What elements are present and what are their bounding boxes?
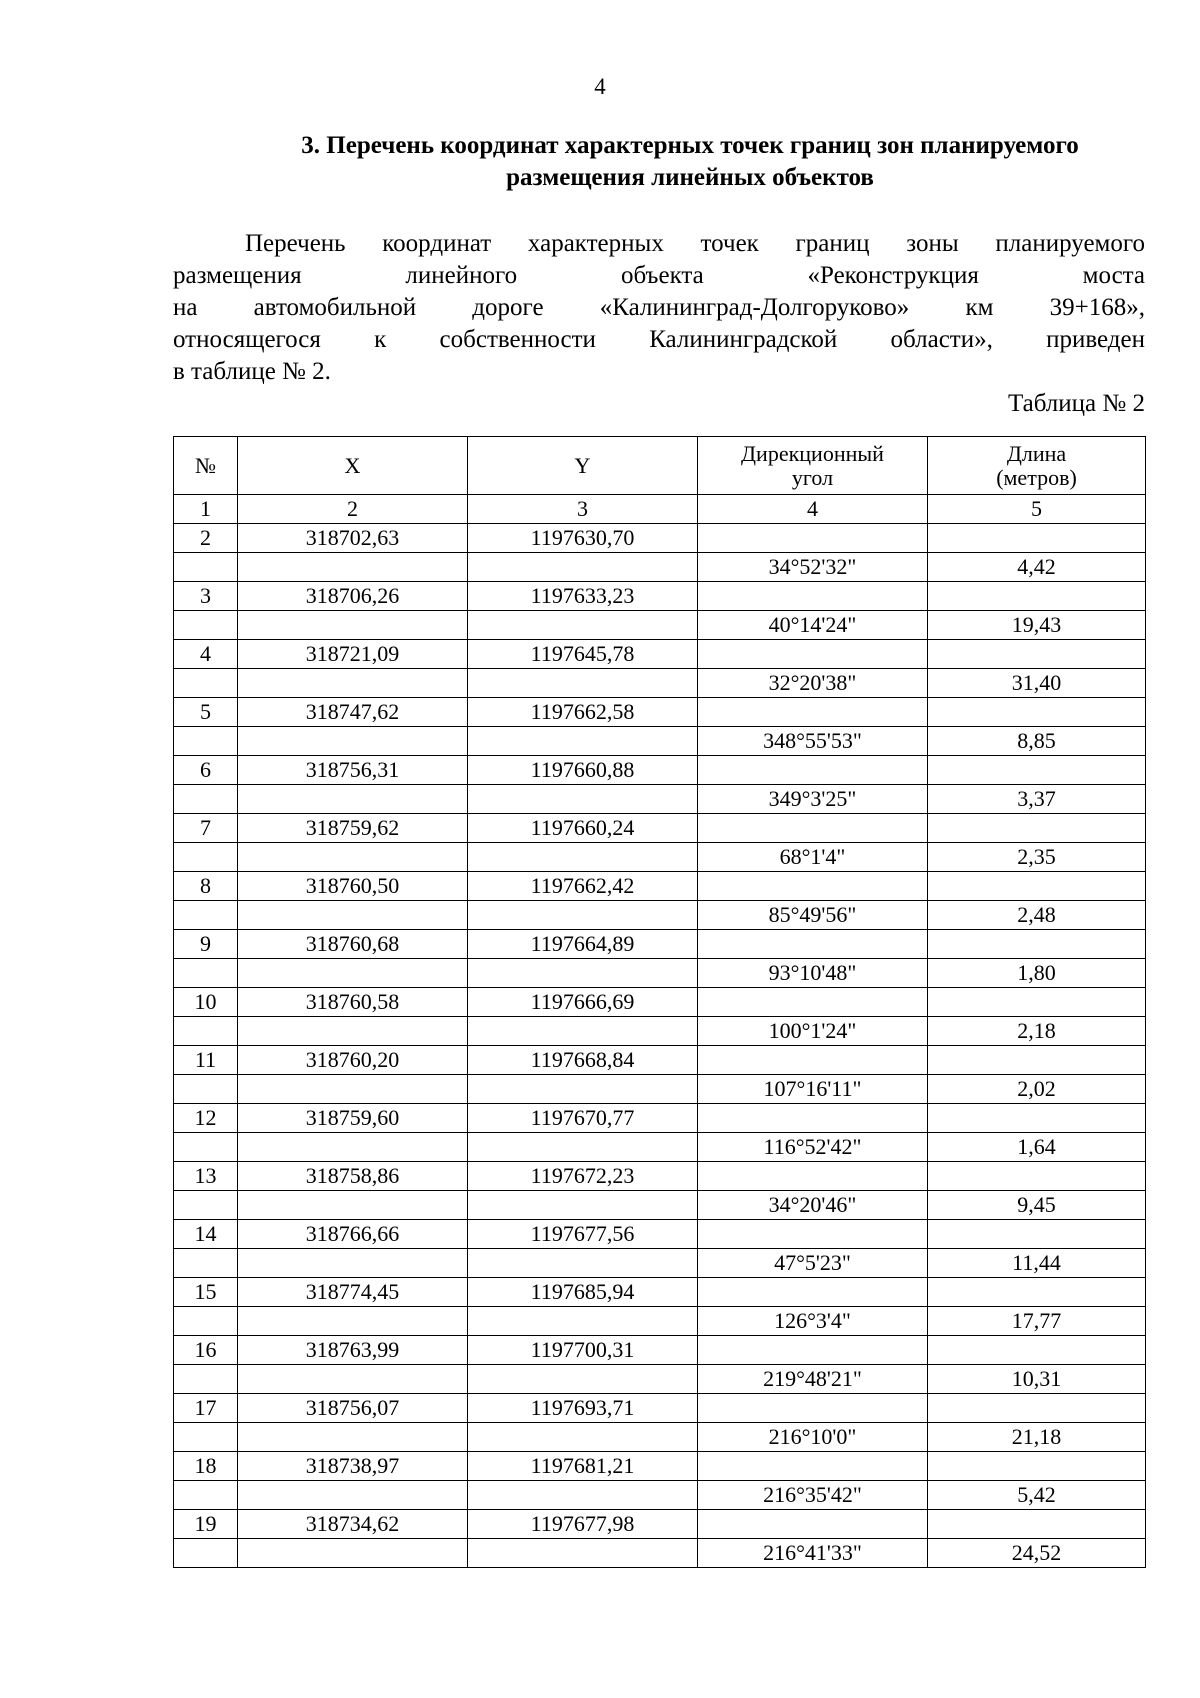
cell-y: 1197630,70 bbox=[468, 524, 698, 553]
cell-direction-angle: 47°5'23" bbox=[698, 1249, 928, 1278]
cell-length bbox=[928, 756, 1146, 785]
paragraph-line: размещения линейного объекта «Реконструкция моста bbox=[173, 262, 1145, 289]
cell-y: 1197645,78 bbox=[468, 640, 698, 669]
header-number: № bbox=[174, 437, 238, 495]
table-row bbox=[174, 1075, 1146, 1104]
cell-length bbox=[928, 988, 1146, 1017]
cell-point-number: 6 bbox=[174, 756, 238, 785]
table-row bbox=[174, 1162, 1146, 1191]
cell-direction-angle bbox=[698, 1162, 928, 1191]
cell-y: 1197660,88 bbox=[468, 756, 698, 785]
cell-y bbox=[468, 1249, 698, 1278]
cell-y: 1197672,23 bbox=[468, 1162, 698, 1191]
cell-length: 11,44 bbox=[928, 1249, 1146, 1278]
cell-point-number bbox=[174, 1249, 238, 1278]
cell-direction-angle bbox=[698, 872, 928, 901]
cell-x: 318760,20 bbox=[238, 1046, 468, 1075]
cell-y: 1197685,94 bbox=[468, 1278, 698, 1307]
table-body bbox=[174, 524, 1146, 1568]
cell-point-number bbox=[174, 785, 238, 814]
table-row bbox=[174, 1510, 1146, 1539]
cell-x: 318756,31 bbox=[238, 756, 468, 785]
table-row bbox=[174, 1278, 1146, 1307]
cell-x: 318702,63 bbox=[238, 524, 468, 553]
cell-y bbox=[468, 959, 698, 988]
cell-x bbox=[238, 1075, 468, 1104]
cell-direction-angle bbox=[698, 698, 928, 727]
cell-x bbox=[238, 959, 468, 988]
paragraph-line: в таблице № 2. bbox=[173, 358, 331, 385]
cell-point-number bbox=[174, 727, 238, 756]
cell-direction-angle: 32°20'38" bbox=[698, 669, 928, 698]
cell-point-number: 3 bbox=[174, 582, 238, 611]
table-row bbox=[174, 1539, 1146, 1568]
table-row bbox=[174, 1423, 1146, 1452]
cell-direction-angle bbox=[698, 1510, 928, 1539]
cell-x bbox=[238, 1307, 468, 1336]
cell-x: 318774,45 bbox=[238, 1278, 468, 1307]
cell-y: 1197670,77 bbox=[468, 1104, 698, 1133]
cell-direction-angle: 34°52'32" bbox=[698, 553, 928, 582]
cell-y bbox=[468, 1075, 698, 1104]
table-row bbox=[174, 524, 1146, 553]
cell-direction-angle: 85°49'56" bbox=[698, 901, 928, 930]
cell-y bbox=[468, 1133, 698, 1162]
cell-point-number: 14 bbox=[174, 1220, 238, 1249]
table-row bbox=[174, 901, 1146, 930]
cell-y bbox=[468, 1365, 698, 1394]
cell-x: 318763,99 bbox=[238, 1336, 468, 1365]
cell-length: 21,18 bbox=[928, 1423, 1146, 1452]
section-title bbox=[240, 130, 1140, 194]
cell-length: 31,40 bbox=[928, 669, 1146, 698]
cell-direction-angle: 68°1'4" bbox=[698, 843, 928, 872]
paragraph-line: относящегося к собственности Калининградской области», приведен bbox=[173, 326, 1145, 353]
cell-point-number: 7 bbox=[174, 814, 238, 843]
cell-length bbox=[928, 1104, 1146, 1133]
cell-direction-angle: 219°48'21" bbox=[698, 1365, 928, 1394]
cell-point-number: 13 bbox=[174, 1162, 238, 1191]
cell-point-number: 19 bbox=[174, 1510, 238, 1539]
cell-x bbox=[238, 1365, 468, 1394]
cell-point-number bbox=[174, 1365, 238, 1394]
table-row bbox=[174, 814, 1146, 843]
cell-point-number bbox=[174, 1017, 238, 1046]
cell-direction-angle bbox=[698, 930, 928, 959]
page-number: 4 bbox=[594, 74, 606, 99]
cell-y: 1197668,84 bbox=[468, 1046, 698, 1075]
header-angle-line-2: угол bbox=[791, 464, 834, 490]
table-row bbox=[174, 1104, 1146, 1133]
cell-length: 9,45 bbox=[928, 1191, 1146, 1220]
cell-y bbox=[468, 727, 698, 756]
cell-point-number: 12 bbox=[174, 1104, 238, 1133]
cell-y: 1197633,23 bbox=[468, 582, 698, 611]
cell-y bbox=[468, 843, 698, 872]
cell-direction-angle: 349°3'25" bbox=[698, 785, 928, 814]
cell-y: 1197662,42 bbox=[468, 872, 698, 901]
cell-point-number bbox=[174, 843, 238, 872]
cell-direction-angle: 116°52'42" bbox=[698, 1133, 928, 1162]
cell-length bbox=[928, 872, 1146, 901]
cell-direction-angle bbox=[698, 1220, 928, 1249]
table-caption: Таблица № 2 bbox=[1007, 390, 1145, 417]
cell-length: 19,43 bbox=[928, 611, 1146, 640]
cell-x bbox=[238, 669, 468, 698]
cell-point-number: 10 bbox=[174, 988, 238, 1017]
cell-y: 1197677,98 bbox=[468, 1510, 698, 1539]
cell-direction-angle: 34°20'46" bbox=[698, 1191, 928, 1220]
cell-length bbox=[928, 1394, 1146, 1423]
cell-length: 2,48 bbox=[928, 901, 1146, 930]
cell-point-number bbox=[174, 553, 238, 582]
cell-y bbox=[468, 553, 698, 582]
cell-point-number bbox=[174, 1075, 238, 1104]
cell-length: 2,18 bbox=[928, 1017, 1146, 1046]
table-row bbox=[174, 582, 1146, 611]
cell-x bbox=[238, 1017, 468, 1046]
cell-x: 318759,62 bbox=[238, 814, 468, 843]
cell-length bbox=[928, 698, 1146, 727]
table-row bbox=[174, 1365, 1146, 1394]
cell-x: 318759,60 bbox=[238, 1104, 468, 1133]
table-row bbox=[174, 727, 1146, 756]
cell-x bbox=[238, 553, 468, 582]
cell-point-number bbox=[174, 611, 238, 640]
table-row bbox=[174, 1394, 1146, 1423]
cell-y bbox=[468, 1481, 698, 1510]
table-row bbox=[174, 669, 1146, 698]
cell-point-number: 16 bbox=[174, 1336, 238, 1365]
cell-direction-angle bbox=[698, 640, 928, 669]
cell-length: 1,64 bbox=[928, 1133, 1146, 1162]
cell-x bbox=[238, 1423, 468, 1452]
paragraph-line: Перечень координат характерных точек границ зоны планируемого bbox=[245, 230, 1145, 257]
table-row bbox=[174, 1220, 1146, 1249]
cell-y bbox=[468, 901, 698, 930]
cell-point-number: 5 bbox=[174, 698, 238, 727]
header-length-line-2: (метров) bbox=[996, 464, 1077, 490]
table-row bbox=[174, 1336, 1146, 1365]
cell-length: 8,85 bbox=[928, 727, 1146, 756]
cell-x: 318721,09 bbox=[238, 640, 468, 669]
cell-y bbox=[468, 1017, 698, 1046]
cell-direction-angle bbox=[698, 524, 928, 553]
table-row bbox=[174, 988, 1146, 1017]
cell-direction-angle bbox=[698, 1452, 928, 1481]
table-row bbox=[174, 756, 1146, 785]
table-row bbox=[174, 959, 1146, 988]
section-title-line-1: 3. Перечень координат характерных точек границ зон планируемого bbox=[301, 132, 1079, 159]
cell-length bbox=[928, 1278, 1146, 1307]
cell-direction-angle bbox=[698, 582, 928, 611]
cell-y bbox=[468, 611, 698, 640]
cell-length: 5,42 bbox=[928, 1481, 1146, 1510]
table-row bbox=[174, 1307, 1146, 1336]
cell-x: 318760,50 bbox=[238, 872, 468, 901]
cell-direction-angle bbox=[698, 814, 928, 843]
header-y: Y bbox=[468, 437, 698, 495]
table-header-row bbox=[174, 437, 1146, 495]
cell-point-number: 11 bbox=[174, 1046, 238, 1075]
cell-length: 4,42 bbox=[928, 553, 1146, 582]
cell-point-number: 18 bbox=[174, 1452, 238, 1481]
cell-y bbox=[468, 1191, 698, 1220]
cell-length: 2,02 bbox=[928, 1075, 1146, 1104]
cell-y: 1197662,58 bbox=[468, 698, 698, 727]
cell-direction-angle bbox=[698, 1104, 928, 1133]
cell-x: 318706,26 bbox=[238, 582, 468, 611]
cell-x: 318747,62 bbox=[238, 698, 468, 727]
cell-direction-angle bbox=[698, 1278, 928, 1307]
cell-point-number bbox=[174, 1191, 238, 1220]
column-number: 5 bbox=[928, 495, 1146, 524]
cell-length: 1,80 bbox=[928, 959, 1146, 988]
table-row bbox=[174, 872, 1146, 901]
table-row bbox=[174, 553, 1146, 582]
cell-length bbox=[928, 1452, 1146, 1481]
cell-y: 1197677,56 bbox=[468, 1220, 698, 1249]
cell-length bbox=[928, 1220, 1146, 1249]
cell-x bbox=[238, 727, 468, 756]
header-angle-line-1: Дирекционный bbox=[741, 440, 884, 466]
cell-direction-angle: 93°10'48" bbox=[698, 959, 928, 988]
cell-direction-angle: 216°41'33" bbox=[698, 1539, 928, 1568]
cell-point-number bbox=[174, 1539, 238, 1568]
column-number: 2 bbox=[238, 495, 468, 524]
table-row bbox=[174, 1133, 1146, 1162]
cell-y bbox=[468, 1307, 698, 1336]
cell-x: 318738,97 bbox=[238, 1452, 468, 1481]
cell-length bbox=[928, 1162, 1146, 1191]
table-row bbox=[174, 1191, 1146, 1220]
cell-length: 17,77 bbox=[928, 1307, 1146, 1336]
cell-y: 1197660,24 bbox=[468, 814, 698, 843]
cell-direction-angle: 216°10'0" bbox=[698, 1423, 928, 1452]
cell-point-number bbox=[174, 959, 238, 988]
cell-point-number: 8 bbox=[174, 872, 238, 901]
cell-direction-angle: 348°55'53" bbox=[698, 727, 928, 756]
cell-point-number bbox=[174, 901, 238, 930]
cell-x bbox=[238, 1481, 468, 1510]
cell-point-number bbox=[174, 1423, 238, 1452]
cell-length: 24,52 bbox=[928, 1539, 1146, 1568]
table-row bbox=[174, 843, 1146, 872]
cell-length: 10,31 bbox=[928, 1365, 1146, 1394]
coordinates-table bbox=[173, 436, 1146, 1568]
column-number: 1 bbox=[174, 495, 238, 524]
cell-direction-angle bbox=[698, 1046, 928, 1075]
cell-x: 318760,58 bbox=[238, 988, 468, 1017]
cell-y: 1197681,21 bbox=[468, 1452, 698, 1481]
header-length bbox=[928, 437, 1146, 495]
cell-x bbox=[238, 1539, 468, 1568]
cell-x: 318734,62 bbox=[238, 1510, 468, 1539]
cell-point-number bbox=[174, 1481, 238, 1510]
table-column-numbers-row bbox=[174, 495, 1146, 524]
table-row bbox=[174, 698, 1146, 727]
cell-y: 1197700,31 bbox=[468, 1336, 698, 1365]
cell-direction-angle: 216°35'42" bbox=[698, 1481, 928, 1510]
cell-direction-angle bbox=[698, 1336, 928, 1365]
table-row bbox=[174, 1046, 1146, 1075]
cell-length bbox=[928, 814, 1146, 843]
cell-y bbox=[468, 1539, 698, 1568]
cell-x: 318756,07 bbox=[238, 1394, 468, 1423]
cell-length: 2,35 bbox=[928, 843, 1146, 872]
cell-x: 318760,68 bbox=[238, 930, 468, 959]
cell-length bbox=[928, 582, 1146, 611]
table-row bbox=[174, 640, 1146, 669]
cell-y: 1197693,71 bbox=[468, 1394, 698, 1423]
cell-y: 1197664,89 bbox=[468, 930, 698, 959]
table-row bbox=[174, 930, 1146, 959]
table-row bbox=[174, 785, 1146, 814]
cell-point-number: 4 bbox=[174, 640, 238, 669]
cell-direction-angle bbox=[698, 1394, 928, 1423]
cell-point-number bbox=[174, 669, 238, 698]
cell-point-number: 9 bbox=[174, 930, 238, 959]
cell-y bbox=[468, 669, 698, 698]
cell-length bbox=[928, 1336, 1146, 1365]
cell-point-number bbox=[174, 1307, 238, 1336]
cell-x bbox=[238, 901, 468, 930]
column-number: 3 bbox=[468, 495, 698, 524]
cell-x bbox=[238, 843, 468, 872]
cell-x bbox=[238, 611, 468, 640]
section-title-line-2: размещения линейных объектов bbox=[506, 164, 874, 191]
cell-x bbox=[238, 1191, 468, 1220]
cell-direction-angle bbox=[698, 756, 928, 785]
column-number: 4 bbox=[698, 495, 928, 524]
cell-length bbox=[928, 640, 1146, 669]
cell-y bbox=[468, 1423, 698, 1452]
header-x: X bbox=[238, 437, 468, 495]
table-row bbox=[174, 611, 1146, 640]
cell-length bbox=[928, 524, 1146, 553]
cell-length bbox=[928, 1510, 1146, 1539]
cell-length bbox=[928, 1046, 1146, 1075]
cell-point-number: 17 bbox=[174, 1394, 238, 1423]
cell-y: 1197666,69 bbox=[468, 988, 698, 1017]
cell-x: 318766,66 bbox=[238, 1220, 468, 1249]
cell-point-number: 2 bbox=[174, 524, 238, 553]
cell-length: 3,37 bbox=[928, 785, 1146, 814]
cell-x: 318758,86 bbox=[238, 1162, 468, 1191]
cell-x bbox=[238, 1249, 468, 1278]
cell-y bbox=[468, 785, 698, 814]
cell-direction-angle: 126°3'4" bbox=[698, 1307, 928, 1336]
paragraph-line: на автомобильной дороге «Калининград-Долгоруково» км 39+168», bbox=[173, 294, 1145, 321]
header-length-line-1: Длина bbox=[1006, 440, 1067, 466]
cell-x bbox=[238, 1133, 468, 1162]
table-row bbox=[174, 1481, 1146, 1510]
cell-direction-angle: 100°1'24" bbox=[698, 1017, 928, 1046]
cell-point-number bbox=[174, 1133, 238, 1162]
cell-length bbox=[928, 930, 1146, 959]
cell-direction-angle: 40°14'24" bbox=[698, 611, 928, 640]
cell-point-number: 15 bbox=[174, 1278, 238, 1307]
cell-direction-angle bbox=[698, 988, 928, 1017]
table-row bbox=[174, 1017, 1146, 1046]
table-row bbox=[174, 1452, 1146, 1481]
table-row bbox=[174, 1249, 1146, 1278]
cell-direction-angle: 107°16'11" bbox=[698, 1075, 928, 1104]
intro-paragraph bbox=[173, 228, 1145, 388]
header-direction-angle bbox=[698, 437, 928, 495]
cell-x bbox=[238, 785, 468, 814]
